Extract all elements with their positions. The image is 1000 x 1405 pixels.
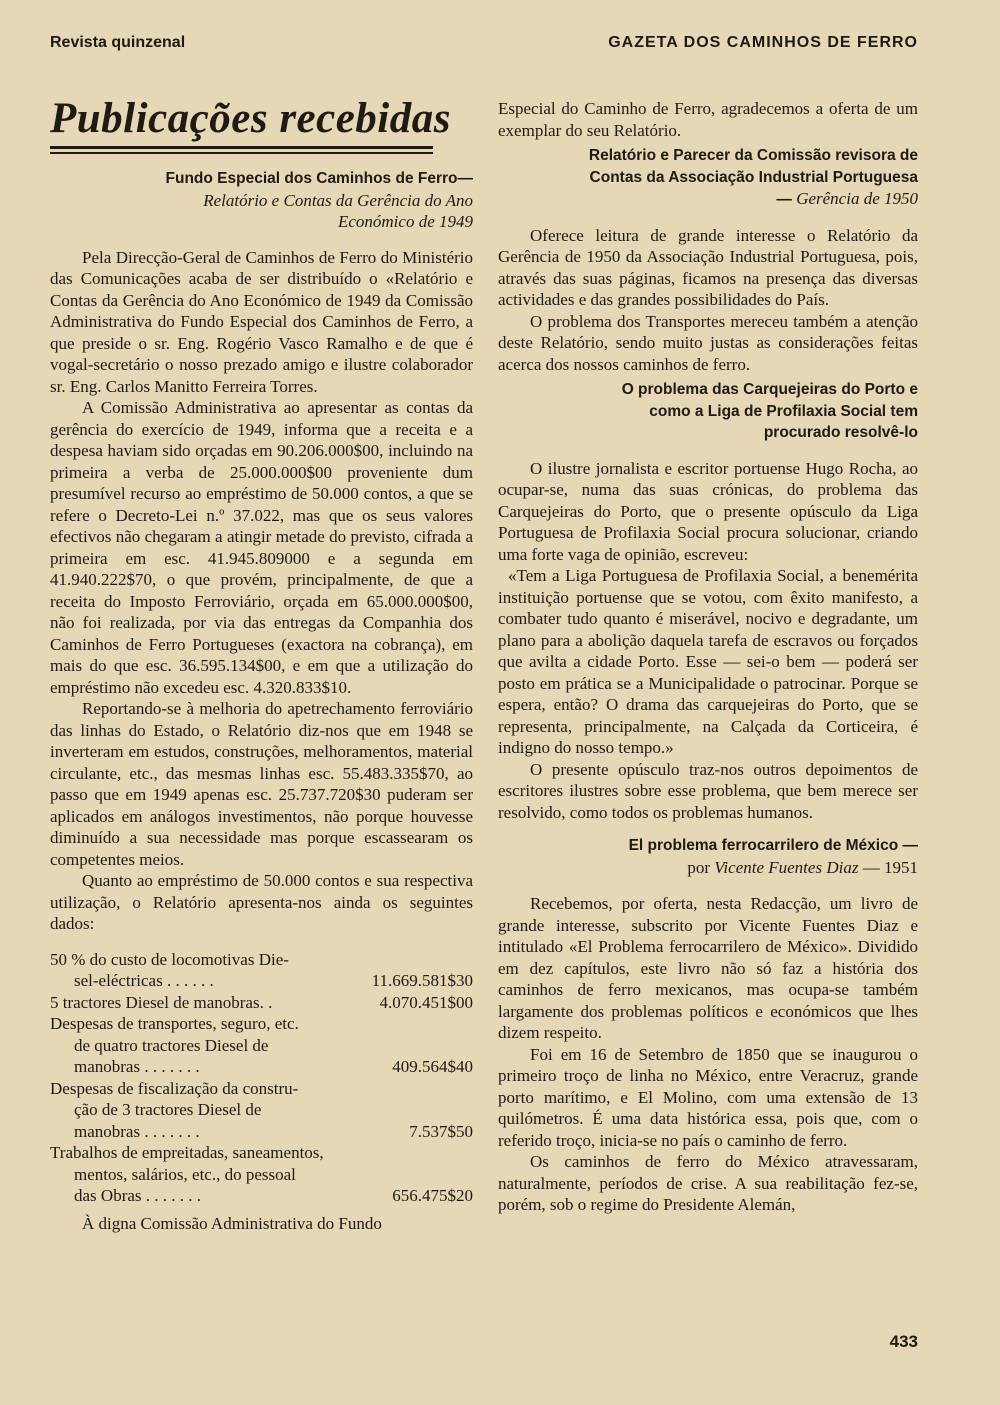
section-heading-italic: Gerência de 1950 [796, 189, 918, 208]
page-title: Publicações recebidas [50, 95, 451, 142]
right-column [498, 98, 918, 1216]
paragraph: A Comissão Administrativa ao apresentar as contas da gerência do exercício de 1949, informa que a receita e a despesa haviam sido orçadas em 90.206.000$00, incluindo na primeira a verba de 25.000.000$00 proveniente dum presumível recurso ao empréstimo de 50.000 contos, a que se refere o Decreto-Lei n.º 37.022, mas que os seus valores efectivos não chegaram a atingir metade do previsto, cifrada a primeira em esc. 41.945.809000 e a segunda em 41.940.222$70, o que provém, principalmente, de que a receita do Imposto Ferroviário, orçada em 65.000.000$00, não foi realizada, por via das entregas da Companhia dos Caminhos de Ferro Portugueses (exactora na cobrança), em mais do que esc. 36.595.134$00, e em que a utilização do empréstimo não excedeu esc. 4.320.833$10. [50, 398, 473, 697]
paragraph: O ilustre jornalista e escritor portuense Hugo Rocha, ao ocupar-se, numa das suas crónicas, do problema das Carquejeiras do Porto, que o presente opúsculo da Liga Portuguesa de Profilaxia Social procura solucionar, criando uma forte vaga de opinião, escreveu: [498, 458, 918, 564]
title-rule [50, 146, 433, 149]
section-heading-por: por [687, 857, 710, 877]
paragraph: O presente opúsculo traz-nos outros depoimentos de escritores ilustres sobre esse problema, que bem merece ser resolvido, como todos os problemas humanos. [498, 759, 918, 822]
running-header-left: Revista quinzenal [50, 34, 186, 51]
section-heading-author: Vicente Fuentes Diaz [714, 857, 859, 877]
quotation: «Tem a Liga Portuguesa de Profilaxia Social, a benemérita instituição portuense que se votou, com êxito manifesto, a combater tudo quanto é miserável, nocivo e degradante, um plano para a abolição daquela tarefa de escravos ou forçados que avilta a cidade Porto. Esse — sei-o bem — poderá ser posto em prática se a Municipalidade o patrocinar. Porque se espera, então? O drama das carquejeiras do Porto, que se representa, principalmente, na Calçada da Corticeira, é indigno do nosso tempo.» [498, 566, 918, 757]
section-heading-bold: El problema ferrocarrilero de México — [628, 837, 918, 854]
paragraph: O problema dos Transportes mereceu também a atenção deste Relatório, sendo muito justas as considerações feitas acerca dos nossos caminhos de ferro. [498, 311, 918, 374]
section-heading-year: — 1951 [862, 857, 918, 877]
row-label: de quatro tractores Diesel de [74, 1035, 269, 1055]
section-heading-italic: Relatório e Contas da Gerência do Ano Económico de 1949 [203, 190, 473, 231]
table-row [50, 1142, 473, 1207]
section-heading-ferrocarrilero [498, 835, 918, 879]
table-row [50, 1078, 473, 1143]
row-label: manobras . . . . . . . [74, 1121, 200, 1141]
row-label: mentos, salários, etc., do pessoal [74, 1164, 296, 1184]
row-label: 50 % do custo de locomotivas Die- [50, 949, 289, 969]
row-label: ção de 3 tractores Diesel de [74, 1100, 262, 1119]
row-value: 4.070.451$00 [379, 992, 473, 1012]
paragraph: Pela Direcção-Geral de Caminhos de Ferro do Ministério das Comunicações acaba de ser distribuído o «Relatório e Contas da Gerência do Ano Económico de 1949 da Comissão Administrativa do Fundo Especial dos Caminhos de Ferro, a que preside o sr. Eng. Rogério Vasco Ramalho e de que é vogal-secretário o nosso prezado amigo e ilustre colaborador sr. Eng. Carlos Manitto Ferreira Torres. [50, 247, 473, 396]
section-heading-bold: Fundo Especial dos Caminhos de Ferro— [165, 170, 473, 187]
row-value: 11.669.581$30 [371, 971, 473, 990]
row-label: Despesas de transportes, seguro, etc. [50, 1014, 299, 1033]
row-label: manobras . . . . . . . [74, 1057, 200, 1076]
table-row [50, 992, 473, 1014]
title-rule-thin [50, 152, 433, 154]
paragraph: Reportando-se à melhoria do apetrechamento ferroviário das linhas do Estado, o Relatório diz-nos que em 1948 se inverteram em estudos, construções, melhoramentos, material circulante, etc., das mesmas linhas esc. 55.483.335$70, ao passo que em 1949 apenas esc. 25.737.720$30 puderam ser aplicados em análogos investimentos, não porque houvesse diminuído a sua necessidade mas porque escassearam os competentes meios. [50, 699, 473, 869]
page-number: 433 [889, 1332, 918, 1351]
running-header-right: GAZETA DOS CAMINHOS DE FERRO [608, 34, 918, 51]
paragraph: Recebemos, por oferta, nesta Redacção, um livro de grande interesse, subscrito por Vicente Fuentes Diaz e intitulado «El Problema ferrocarrilero de México». Dividido em dez capítulos, este livro não só faz a história dos caminhos de ferro mexicanos, mas ocupa-se também largamente dos problemas políticos e económicos que lhes dizem respeito. [498, 894, 918, 1042]
table-row [50, 949, 473, 992]
row-label: Trabalhos de empreitadas, saneamentos, [50, 1143, 324, 1162]
section-heading-associacao-industrial [498, 145, 918, 211]
row-label: das Obras . . . . . . . [74, 1186, 202, 1205]
paragraph: Foi em 16 de Setembro de 1850 que se inaugurou o primeiro troço de linha no México, entre Veracruz, grande porto marítimo, e El Molino, com uma extensão de 13 quilómetros. É uma data histórica essa, pois que, com o referido troço, inicia-se no país o caminho de ferro. [498, 1044, 918, 1150]
row-value: 409.564$40 [392, 1057, 473, 1076]
row-label: Despesas de fiscalização da constru- [50, 1078, 299, 1098]
section-heading-fundo-especial [50, 168, 473, 233]
paragraph: Especial do Caminho de Ferro, agradecemos a oferta de um exemplar do seu Relatório. [498, 99, 918, 140]
left-column [50, 90, 473, 1234]
paragraph: Os caminhos de ferro do México atravessaram, naturalmente, períodos de crise. A sua reabilitação fez-se, porém, sob o regime do Presidente Alemán, [498, 1152, 918, 1214]
row-label: sel-eléctricas . . . . . . [74, 971, 214, 990]
section-heading-carquejeiras: O problema das Carquejeiras do Porto e como a Liga de Profilaxia Social tem procurado resolvê-lo [621, 381, 918, 441]
section-heading-bold: Relatório e Parecer da Comissão revisora de Contas da Associação Industrial Portuguesa — [588, 147, 918, 208]
paragraph: À digna Comissão Administrativa do Fundo [82, 1213, 382, 1233]
row-value: 656.475$20 [392, 1186, 473, 1205]
row-value: 7.537$50 [409, 1121, 473, 1141]
paragraph: Oferece leitura de grande interesse o Relatório da Gerência de 1950 da Associação Industrial Portuguesa, pois, através das suas páginas, ficamos na presença das diversas actividades e das grandes possibilidades do País. [498, 225, 918, 309]
row-label: 5 tractores Diesel de manobras. . [50, 992, 273, 1012]
expense-table [50, 949, 473, 1207]
paragraph: Quanto ao empréstimo de 50.000 contos e sua respectiva utilização, o Relatório apresenta-nos ainda os seguintes dados: [50, 871, 473, 933]
table-row [50, 1013, 473, 1078]
